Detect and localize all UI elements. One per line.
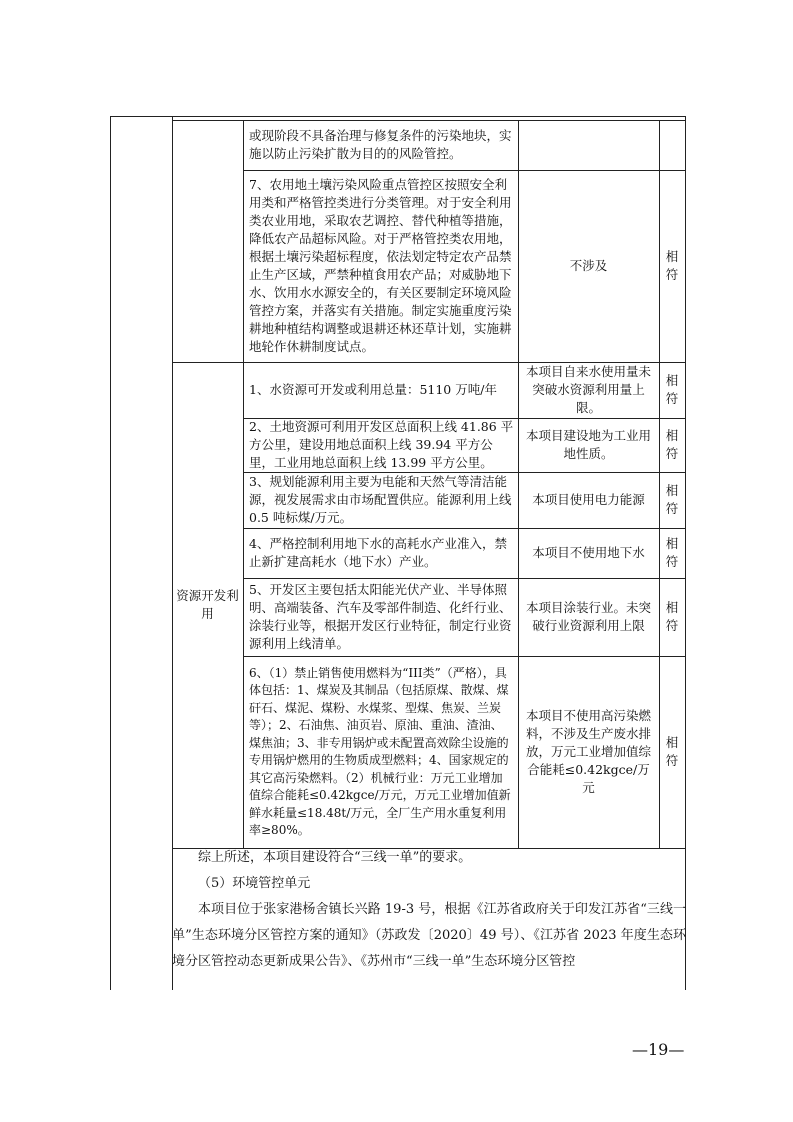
row7-conclusion: 相符 [665,735,679,768]
row4-analysis: 本项目使用电力能源 [532,492,645,507]
body-paragraph: 本项目位于张家港杨舍镇长兴路 19-3 号，根据《江苏省政府关于印发江苏省“三线一单”生态环境分区管控方案的通知》（苏政发〔2020〕49 号）、《江苏省 2023 年度生态环境分区管控动态更新成果公告》、《苏州市“三线一单”生态环境分区管控 [172,902,686,969]
row3-criteria: 2、土地资源可利用开发区总面积上线 41.86 平方公里，建设用地总面积上线 39.94 平方公里，工业用地总面积上线 13.99 平方公里。 [249,419,514,470]
row5-conclusion: 相符 [665,536,679,569]
row3-analysis: 本项目建设地为工业用地性质。 [525,428,651,461]
row4-conclusion: 相符 [665,483,679,516]
row1-conclusion: 相符 [665,249,679,282]
frame-top-border [110,116,686,117]
row7-analysis: 本项目不使用高污染燃料，不涉及生产废水排放，万元工业增加值综合能耗≤0.42kgce/万元 [525,708,651,795]
outer-left-border [110,116,111,990]
row3-conclusion: 相符 [665,428,679,461]
row1-criteria: 7、农用地土壤污染风险重点管控区按照安全利用类和严格管控类进行分类管理。对于安全利用类农业用地，采取农艺调控、替代种植等措施，降低农产品超标风险。对于严格管控类农用地，根据土壤污染超标程度，依法划定特定农产品禁止生产区域，严禁种植食用农产品；对威胁地下水、饮用水水源安全的，有关区要制定环境风险管控方案，并落实有关措施。制定实施重度污染耕地种植结构调整或退耕还林还草计划，实施耕地轮作休耕制度试点。 [249,177,512,354]
row7-criteria: 6、（1）禁止销售使用燃料为“III类”（严格），具体包括：1、煤炭及其制品（包括原煤、散煤、煤矸石、煤泥、煤粉、水煤浆、型煤、焦炭、兰炭等）；2、石油焦、油页岩、原油、重油、渣油、煤焦油；3、非专用锅炉或未配置高效除尘设施的专用锅炉燃用的生物质成型燃料；4、国家规定的其它高污染燃料。（2）机械行业：万元工业增加值综合能耗≤0.42kgce/万元，万元工业增加值新鲜水耗量≤18.48t/万元，全厂生产用水重复利用率≥80%。 [249,665,511,837]
row6-analysis: 本项目涂装行业。未突破行业资源利用上限 [525,600,651,633]
row0-criteria: 或现阶段不具备治理与修复条件的污染地块，实施以防止污染扩散为目的的风险管控。 [249,128,512,161]
row5-analysis: 本项目不使用地下水 [532,545,645,560]
row1-analysis: 不涉及 [569,258,608,273]
section-heading: （5）环境管控单元 [198,876,311,891]
row6-conclusion: 相符 [665,600,679,633]
row2-analysis: 本项目自来水使用量未突破水资源利用量上限。 [525,364,651,415]
row2-criteria: 1、水资源可开发或利用总量：5110 万吨/年 [249,382,497,397]
page-number: —19— [632,1040,685,1059]
category-resource-utilization: 资源开发利用 [176,588,239,621]
row2-conclusion: 相符 [665,373,679,406]
row5-criteria: 4、严格控制利用地下水的高耗水产业准入，禁止新扩建高耗水（地下水）产业。 [249,536,507,569]
row6-criteria: 5、开发区主要包括太阳能光伏产业、半导体照明、高端装备、汽车及零部件制造、化纤行业、涂装行业等，根据开发区行业特征，制定行业资源利用上线清单。 [249,582,512,651]
row4-criteria: 3、规划能源利用主要为电能和天然气等清洁能源，视发展需求由市场配置供应。能源利用上线 0.5 吨标煤/万元。 [249,474,512,525]
summary-paragraph: 综上所述，本项目建设符合“三线一单”的要求。 [198,850,472,865]
